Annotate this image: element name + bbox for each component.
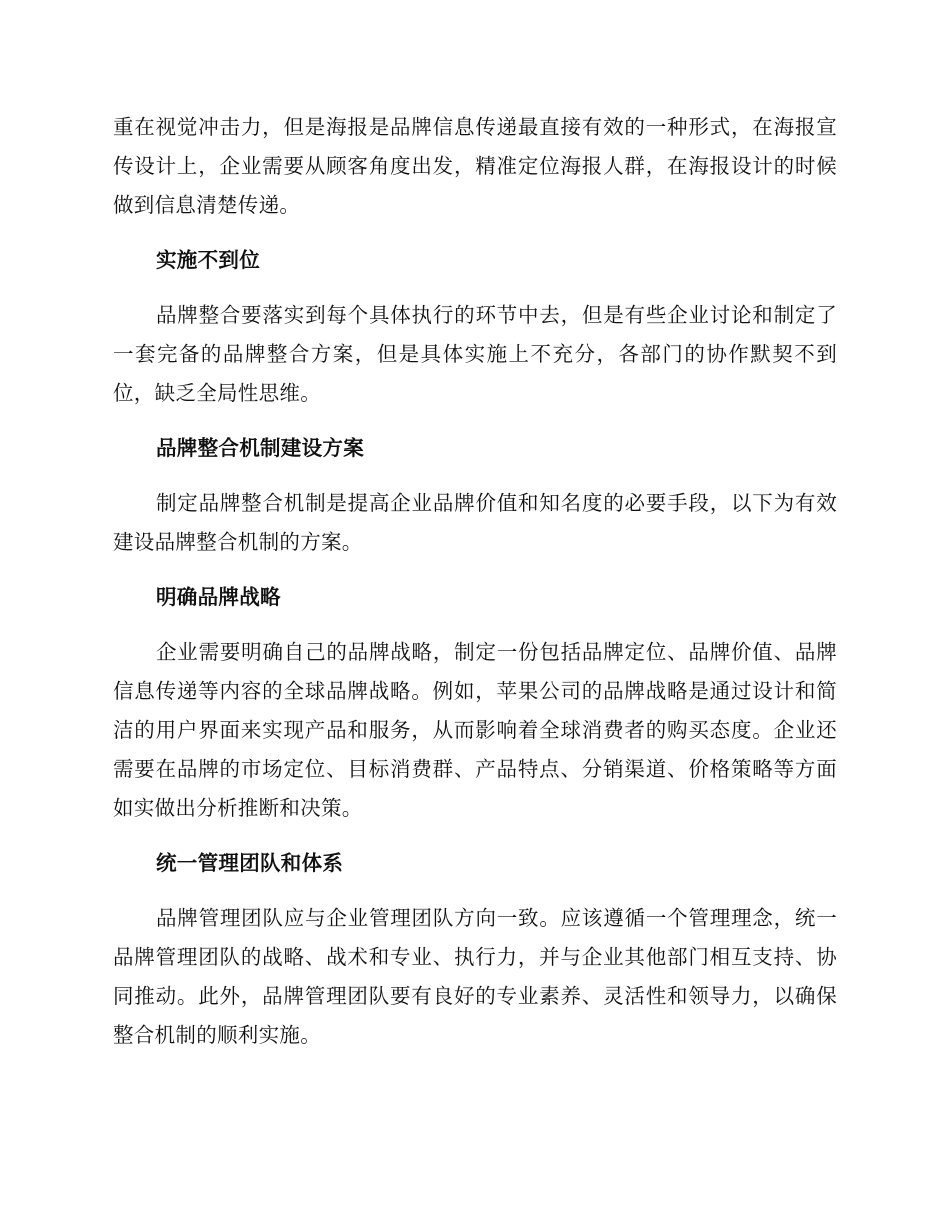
heading-implementation: 实施不到位	[156, 248, 260, 272]
paragraph-brand-strategy: 企业需要明确自己的品牌战略，制定一份包括品牌定位、品牌价值、品牌信息传递等内容的全球品牌战略。例如，苹果公司的品牌战略是通过设计和简洁的用户界面来实现产品和服务，从而影响着全球消费者的购买态度。企业还需要在品牌的市场定位、目标消费群、产品特点、分销渠道、价格策略等方面如实做出分析推断和决策。	[113, 640, 837, 820]
heading-brand-strategy: 明确品牌战略	[156, 585, 281, 609]
paragraph-mechanism-plan: 制定品牌整合机制是提高企业品牌价值和知名度的必要手段，以下为有效建设品牌整合机制的方案。	[113, 491, 837, 554]
paragraph-poster-design: 重在视觉冲击力，但是海报是品牌信息传递最直接有效的一种形式，在海报宣传设计上，企业需要从顾客角度出发，精准定位海报人群，在海报设计的时候做到信息清楚传递。	[113, 115, 837, 217]
paragraph-implementation: 品牌整合要落实到每个具体执行的环节中去，但是有些企业讨论和制定了一套完备的品牌整合方案，但是具体实施上不充分，各部门的协作默契不到位，缺乏全局性思维。	[113, 303, 837, 405]
paragraph-management-team: 品牌管理团队应与企业管理团队方向一致。应该遵循一个管理理念，统一品牌管理团队的战略、战术和专业、执行力，并与企业其他部门相互支持、协同推动。此外，品牌管理团队要有良好的专业素养、灵活性和领导力，以确保整合机制的顺利实施。	[113, 906, 837, 1047]
document-body	[113, 108, 837, 1055]
heading-mechanism-plan: 品牌整合机制建设方案	[156, 436, 364, 460]
heading-management-team: 统一管理团队和体系	[156, 851, 344, 875]
